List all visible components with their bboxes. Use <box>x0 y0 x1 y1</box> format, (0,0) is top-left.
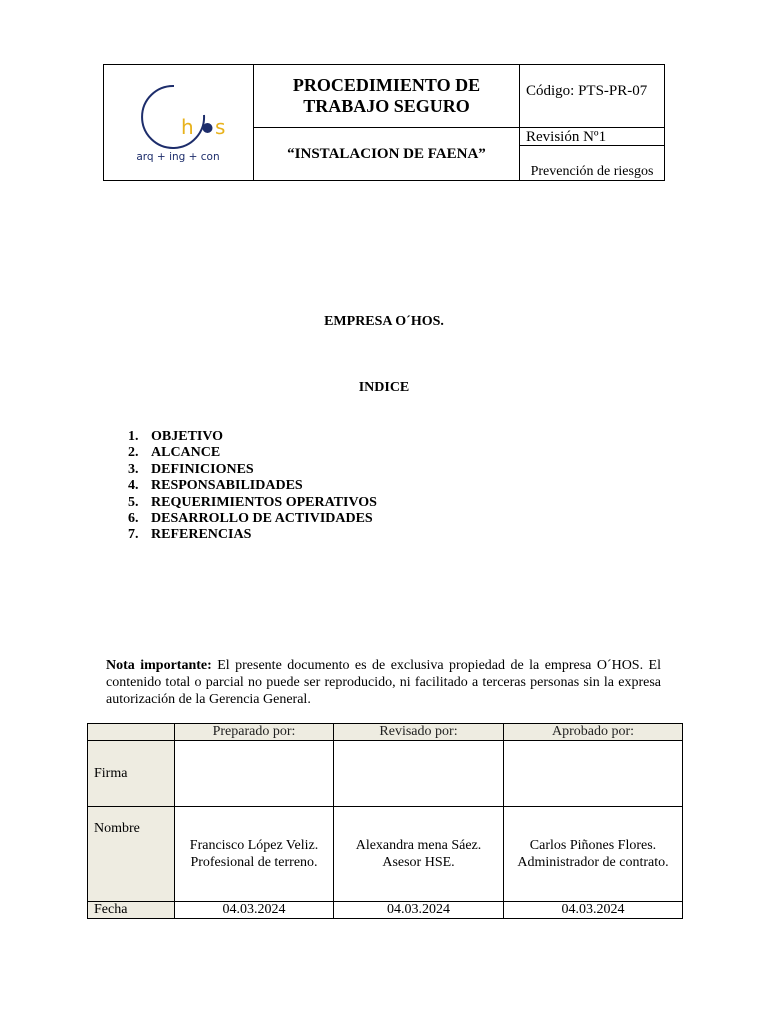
signature-cell-approved <box>504 741 683 807</box>
name-cell-reviewed: Alexandra mena Sáez. Asesor HSE. <box>334 807 504 902</box>
index-item: 1. OBJETIVO <box>128 429 224 444</box>
index-item: 6. DESARROLLO DE ACTIVIDADES <box>128 510 373 526</box>
approval-table <box>87 723 683 919</box>
company-name: EMPRESA O´HOS. <box>324 314 444 329</box>
doc-code: Código: PTS-PR-07 <box>520 65 665 128</box>
logo-letter-s: s <box>215 115 226 139</box>
logo-letter-h: h <box>181 115 194 139</box>
name-cell-approved: Carlos Piñones Flores. Administrador de contrato. <box>504 807 683 902</box>
signature-cell-prepared <box>175 741 334 807</box>
index-list <box>128 429 377 544</box>
row-label-firma: Firma <box>88 741 175 807</box>
signature-row <box>88 741 683 807</box>
note-label: Nota importante: <box>106 658 212 673</box>
doc-title-line1: PROCEDIMIENTO DE <box>292 75 481 95</box>
approval-corner-cell <box>88 724 175 741</box>
index-item: 2. ALCANCE <box>128 445 221 461</box>
index-item: 3. DEFINICIONES <box>128 461 254 477</box>
document-header <box>103 64 665 181</box>
note-text: El presente documento es de exclusiva propiedad de la empresa O´HOS. El contenido total o parcial no puede ser reproducido, ni facilitado a terceras personas sin la expresa autorización de la Gerencia General. <box>106 658 661 707</box>
row-label-nombre: Nombre <box>88 807 175 902</box>
date-cell-approved: 04.03.2024 <box>504 902 683 919</box>
date-row <box>88 902 683 919</box>
doc-subtitle: “INSTALACION DE FAENA” <box>254 128 520 181</box>
date-cell-reviewed: 04.03.2024 <box>334 902 504 919</box>
col-approved: Aprobado por: <box>504 724 683 741</box>
name-row <box>88 807 683 902</box>
company-logo <box>104 65 253 180</box>
important-note <box>106 657 661 708</box>
index-item: 7. REFERENCIAS <box>128 527 252 543</box>
index-item: 4. RESPONSABILIDADES <box>128 478 303 494</box>
date-cell-prepared: 04.03.2024 <box>175 902 334 919</box>
doc-area: Prevención de riesgos <box>520 146 665 181</box>
title-cell <box>254 65 520 128</box>
logo-tagline: arq + ing + con <box>136 151 220 163</box>
approval-header-row <box>88 724 683 741</box>
doc-revision: Revisión Nº1 <box>520 128 665 146</box>
name-cell-prepared: Francisco López Veliz. Profesional de terreno. <box>175 807 334 902</box>
col-reviewed: Revisado por: <box>334 724 504 741</box>
ohos-logo-icon <box>104 65 253 180</box>
signature-cell-reviewed <box>334 741 504 807</box>
row-label-fecha: Fecha <box>88 902 175 919</box>
col-prepared: Preparado por: <box>175 724 334 741</box>
doc-title-line2: TRABAJO SEGURO <box>303 96 470 116</box>
index-heading: INDICE <box>358 380 410 395</box>
logo-cell <box>104 65 254 181</box>
index-item: 5. REQUERIMIENTOS OPERATIVOS <box>128 494 377 510</box>
